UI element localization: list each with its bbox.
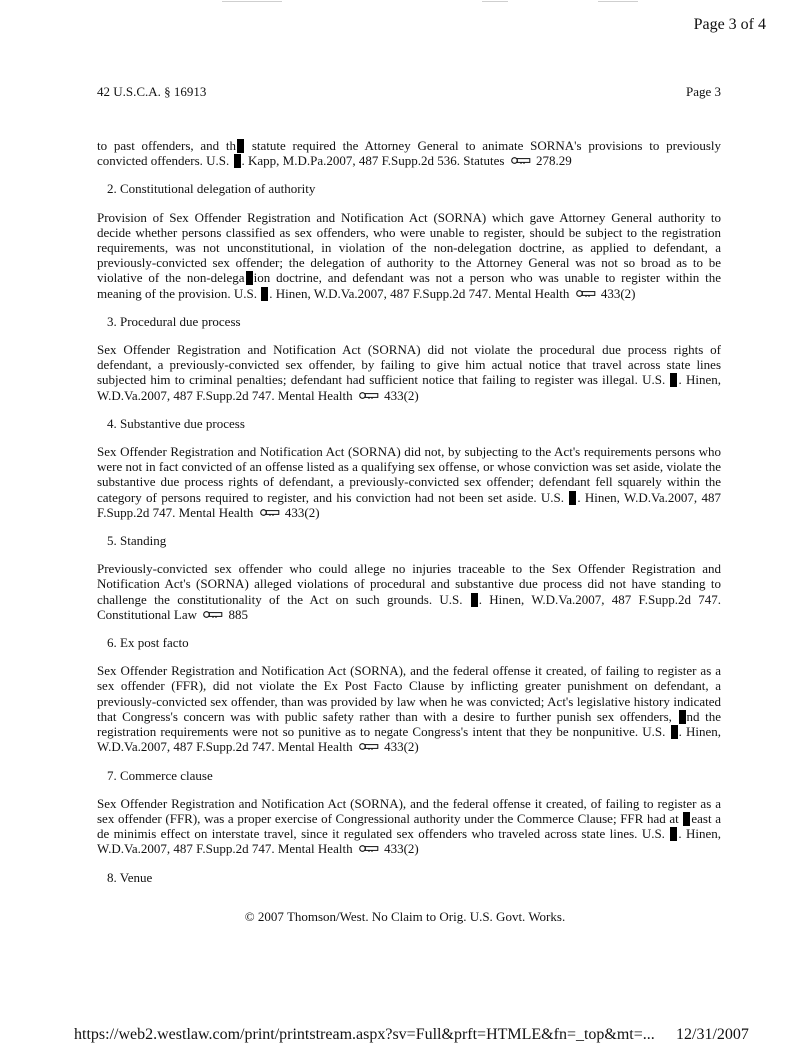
page-count: Page 3 of 4 bbox=[693, 16, 766, 33]
section-heading: 8. Venue bbox=[107, 869, 153, 885]
key-number-icon bbox=[359, 844, 379, 853]
key-number-icon bbox=[359, 391, 379, 400]
redaction-bar bbox=[261, 287, 268, 301]
copyright-notice: © 2007 Thomson/West. No Claim to Orig. U.S. Govt. Works. bbox=[244, 909, 566, 924]
section-paragraph: Previously-convicted sex offender who could allege no injuries traceable to the Sex Offender Registration and Notification Act's (SORNA) alleged violations of procedural and substantive due process did not have standing to challenge the constitutionality of the Act on such grounds. U.S. . Hinen, W.D.Va.2007, 487 F.Supp.2d 747. Constitutional Law 885 bbox=[97, 561, 721, 622]
redaction-bar bbox=[679, 710, 686, 724]
section-heading: 2. Constitutional delegation of authority bbox=[107, 181, 316, 197]
key-number-icon bbox=[359, 742, 379, 751]
redaction-bar bbox=[670, 373, 677, 387]
key-number-icon bbox=[511, 156, 531, 165]
print-url: https://web2.westlaw.com/print/printstream.aspx?sv=Full&prft=HTMLE&fn=_top&mt=... bbox=[74, 1026, 655, 1043]
section-heading: 4. Substantive due process bbox=[107, 415, 245, 431]
key-number-icon bbox=[576, 289, 596, 298]
section-heading: 6. Ex post facto bbox=[107, 635, 189, 651]
key-number-icon bbox=[203, 610, 223, 619]
section-paragraph: Sex Offender Registration and Notification Act (SORNA) did not, by subjecting to the Act's requirements persons who were not in fact convicted of an offense listed as a qualifying sex offense, or whose conviction was set aside, violate the substantive due process rights of defendant, a previously-convicted sex offender; defendant fell squarely within the category of persons required to register, and his conviction had not been set aside. U.S. . Hinen, W.D.Va.2007, 487 F.Supp.2d 747. Mental Health 433(2) bbox=[97, 444, 721, 520]
section-paragraph: Sex Offender Registration and Notification Act (SORNA), and the federal offense it created, of failing to register as a sex offender (FFR), was a proper exercise of Congressional authority under the Commerce Clause; FFR had at east a de minimis effect on interstate travel, since it regulated sex offenders who traveled across state lines. U.S. . Hinen, W.D.Va.2007, 487 F.Supp.2d 747. Mental Health 433(2) bbox=[97, 795, 722, 857]
section-heading: 7. Commerce clause bbox=[107, 767, 213, 783]
page-number: Page 3 bbox=[685, 84, 721, 99]
section-paragraph: Provision of Sex Offender Registration and Notification Act (SORNA) which gave Attorney General authority to decide whether persons classified as sex offenders, who were unable to register, should be subject to the registration requirements, was not unconstitutional, in violation of the non-delegation doctrine, as applied to defendant, a previously-convicted sex offender; the delegation of authority to the Attorney General was not so broad as to be violative of the non-delega ion doctrine, and defendant was not a person who was unable to register within the meaning of the provision. U.S. . Hinen, W.D.Va.2007, 487 F.Supp.2d 747. Mental Health 433(2) bbox=[97, 209, 721, 301]
section-paragraph: Sex Offender Registration and Notification Act (SORNA) did not violate the procedural due process rights of defendant, a previously-convicted sex offender, by failing to give him actual notice that travel across state lines subjected him to criminal penalties; defendant had sufficient notice that failing to register was illegal. U.S. . Hinen, W.D.Va.2007, 487 F.Supp.2d 747. Mental Health 433(2) bbox=[97, 342, 721, 403]
redaction-bar bbox=[683, 812, 690, 826]
redaction-bar bbox=[471, 593, 478, 607]
redaction-bar bbox=[671, 725, 678, 739]
redaction-bar bbox=[234, 154, 241, 168]
redaction-bar bbox=[670, 827, 677, 841]
top-edge-marks bbox=[0, 0, 810, 4]
redaction-bar bbox=[237, 139, 244, 153]
intro-paragraph: to past offenders, and th statute required the Attorney General to animate SORNA's provisions to previously convicted offenders. U.S. . Kapp, M.D.Pa.2007, 487 F.Supp.2d 536. Statutes 278.29 bbox=[97, 138, 721, 169]
statute-citation: 42 U.S.C.A. § 16913 bbox=[97, 84, 207, 99]
redaction-bar bbox=[569, 491, 576, 505]
section-heading: 5. Standing bbox=[107, 533, 167, 549]
print-date: 12/31/2007 bbox=[676, 1026, 749, 1043]
redaction-bar bbox=[246, 271, 253, 285]
section-paragraph: Sex Offender Registration and Notification Act (SORNA), and the federal offense it created, of failing to register as a sex offender (FFR), did not violate the Ex Post Facto Clause by inflicting greater punishment on defendant, a previously-convicted sex offender, than was provided by law when he was convicted; Act's legislative history indicated that Congress's concern was with public safety rather than with a desire to further punish sex offenders, nd the registration requirements were not so punitive as to negate Congress's intent that they be nonpunitive. U.S. . Hinen, W.D.Va.2007, 487 F.Supp.2d 747. Mental Health 433(2) bbox=[97, 663, 722, 755]
section-heading: 3. Procedural due process bbox=[107, 313, 241, 329]
key-number-icon bbox=[260, 508, 280, 517]
document-body bbox=[97, 138, 721, 898]
